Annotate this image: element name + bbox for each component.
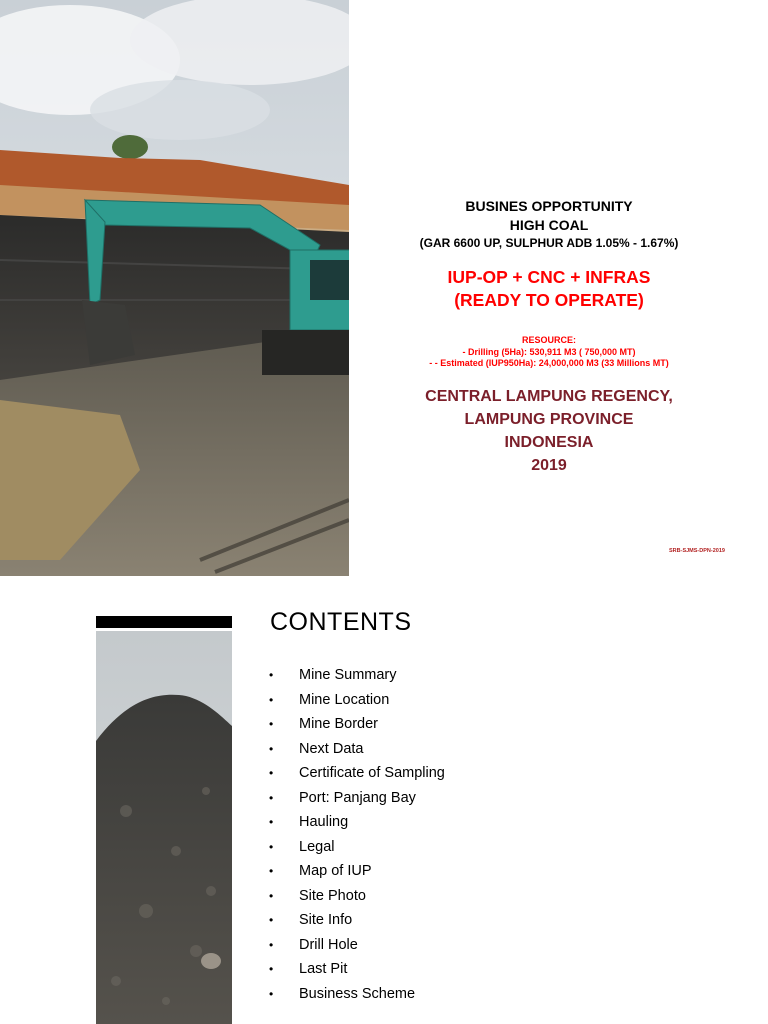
location-line-2: LAMPUNG PROVINCE — [464, 411, 634, 428]
contents-item-label: Site Info — [299, 912, 353, 929]
header-bar — [96, 616, 232, 628]
document-id: SRB-SJMS-DPN-2019 — [669, 548, 725, 554]
bullet-icon: • — [269, 790, 274, 805]
contents-item — [269, 835, 445, 860]
headline-line-1: IUP-OP + CNC + INFRAS — [447, 267, 651, 287]
contents-item — [269, 737, 445, 762]
contents-item — [269, 982, 445, 1007]
bullet-icon: • — [269, 668, 274, 683]
title-line-1: BUSINES OPPORTUNITY — [465, 198, 633, 214]
contents-heading: CONTENTS — [270, 608, 412, 636]
bullet-icon: • — [269, 913, 274, 928]
contents-item — [269, 712, 445, 737]
cover-text-panel — [349, 0, 768, 576]
contents-item — [269, 908, 445, 933]
bullet-icon: • — [269, 864, 274, 879]
resource-item-drilling: - Drilling (5Ha): 530,911 M3 ( 750,000 MT) — [462, 346, 636, 357]
contents-item — [269, 859, 445, 884]
excavator-mine-photo — [0, 0, 349, 576]
contents-list — [269, 663, 445, 1006]
contents-item — [269, 884, 445, 909]
bullet-icon: • — [269, 888, 274, 903]
contents-item — [269, 957, 445, 982]
contents-item-label: Last Pit — [299, 961, 348, 978]
headline-line-2: (READY TO OPERATE) — [454, 290, 644, 310]
cover-title — [349, 197, 749, 235]
bullet-icon: • — [269, 839, 274, 854]
contents-item-label: Certificate of Sampling — [299, 765, 445, 782]
title-line-2: HIGH COAL — [509, 217, 589, 233]
location-line-3: INDONESIA — [504, 434, 594, 451]
location-year: 2019 — [531, 457, 567, 474]
contents-item-label: Hauling — [299, 814, 349, 831]
contents-item — [269, 933, 445, 958]
resource-label: RESOURCE: — [521, 335, 576, 345]
contents-item — [269, 786, 445, 811]
bullet-icon: • — [269, 815, 274, 830]
coal-pile-photo — [96, 631, 232, 1024]
contents-item-label: Port: Panjang Bay — [299, 789, 416, 806]
contents-item-label: Mine Border — [299, 716, 378, 733]
contents-item — [269, 761, 445, 786]
cover-headline — [349, 266, 749, 312]
bullet-icon: • — [269, 766, 274, 781]
bullet-icon: • — [269, 692, 274, 707]
resource-item-estimated: - - Estimated (IUP950Ha): 24,000,000 M3 (33 Millions MT) — [429, 358, 669, 368]
contents-item-label: Mine Location — [299, 691, 390, 708]
location-block — [349, 385, 749, 477]
contents-item-label: Mine Summary — [299, 667, 397, 684]
bullet-icon: • — [269, 741, 274, 756]
contents-item — [269, 663, 445, 688]
bullet-icon: • — [269, 962, 274, 977]
contents-item — [269, 688, 445, 713]
bullet-icon: • — [269, 717, 274, 732]
contents-item-label: Legal — [299, 838, 335, 855]
contents-item-label: Drill Hole — [299, 936, 358, 953]
resource-block — [349, 335, 749, 370]
contents-item-label: Business Scheme — [299, 985, 416, 1002]
location-line-1: CENTRAL LAMPUNG REGENCY, — [425, 388, 673, 405]
cover-subtitle: (GAR 6600 UP, SULPHUR ADB 1.05% - 1.67%) — [419, 236, 679, 250]
contents-item-label: Site Photo — [299, 887, 366, 904]
contents-slide — [0, 577, 768, 1024]
bullet-icon: • — [269, 986, 274, 1001]
contents-item-label: Next Data — [299, 740, 364, 757]
contents-item-label: Map of IUP — [299, 863, 372, 880]
contents-item — [269, 810, 445, 835]
bullet-icon: • — [269, 937, 274, 952]
